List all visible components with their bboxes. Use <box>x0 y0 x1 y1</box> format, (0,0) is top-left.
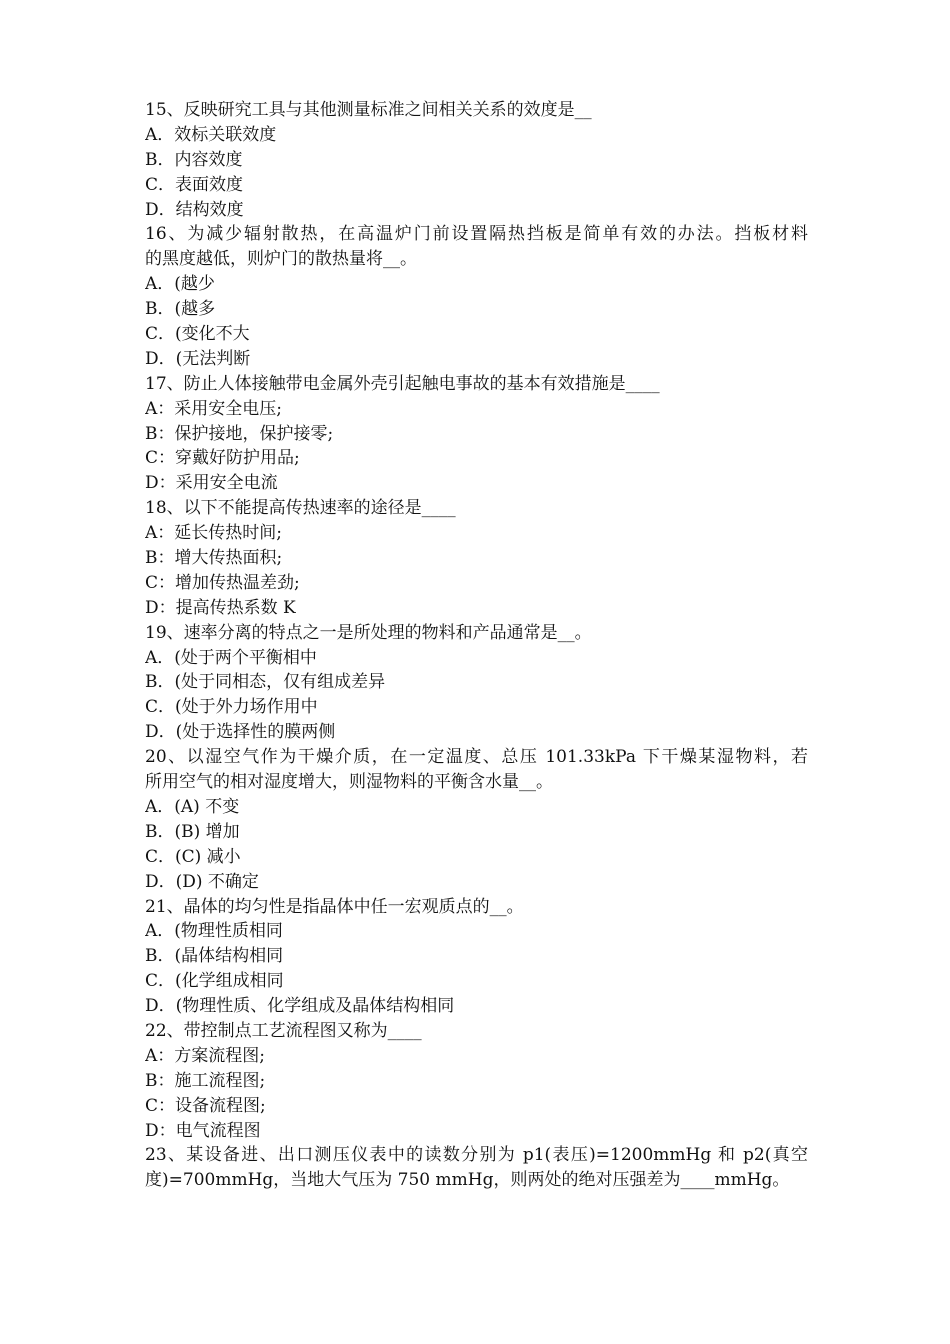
question-15-option-b: B．内容效度 <box>145 149 243 170</box>
question-17-stem: 17、防止人体接触带电金属外壳引起触电事故的基本有效措施是____ <box>145 373 660 394</box>
question-22-option-c: C：设备流程图; <box>145 1095 266 1116</box>
question-16-option-b: B．(越多 <box>145 299 216 320</box>
question-20-option-a: A．(A) 不变 <box>145 796 240 817</box>
question-20-stem-line-1: 20、以湿空气作为干燥介质，在一定温度、总压 101.33kPa 下干燥某湿物料，若 <box>145 747 808 768</box>
question-19-stem: 19、速率分离的特点之一是所处理的物料和产品通常是__。 <box>145 622 592 643</box>
question-20-stem-line-2: 所用空气的相对湿度增大，则湿物料的平衡含水量__。 <box>145 772 553 793</box>
question-18-option-b: B：增大传热面积; <box>145 548 283 569</box>
question-19-option-a: A．(处于两个平衡相中 <box>145 647 317 668</box>
question-19-option-c: C．(处于外力场作用中 <box>145 697 318 718</box>
question-16-option-a: A．(越少 <box>145 274 215 295</box>
question-17-option-b: B：保护接地，保护接零; <box>145 423 334 444</box>
question-15-option-d: D．结构效度 <box>145 199 244 220</box>
question-21-stem: 21、晶体的均匀性是指晶体中任一宏观质点的__。 <box>145 896 524 917</box>
question-21-option-b: B．(晶体结构相同 <box>145 946 284 967</box>
question-15-option-a: A．效标关联效度 <box>145 124 277 145</box>
question-19-option-b: B．(处于同相态，仅有组成差异 <box>145 672 386 693</box>
question-18-option-d: D：提高传热系数 K <box>145 597 296 618</box>
question-21-option-c: C．(化学组成相同 <box>145 971 284 992</box>
question-23-stem-line-1: 23、某设备进、出口测压仪表中的读数分别为 p1(表压)=1200mmHg 和 p2(真空 <box>145 1145 808 1166</box>
question-23-stem-line-2: 度)=700mmHg，当地大气压为 750 mmHg，则两处的绝对压强差为____mmHg。 <box>145 1170 790 1191</box>
question-16-stem-line-1: 16、为减少辐射散热，在高温炉门前设置隔热挡板是简单有效的办法。挡板材料 <box>145 224 808 245</box>
question-22-option-b: B：施工流程图; <box>145 1070 266 1091</box>
question-17-option-a: A：采用安全电压; <box>145 398 283 419</box>
question-18-option-c: C：增加传热温差劲; <box>145 572 300 593</box>
question-20-option-b: B．(B) 增加 <box>145 821 240 842</box>
question-15-stem: 15、反映研究工具与其他测量标准之间相关关系的效度是__ <box>145 100 592 120</box>
question-16-stem-line-2: 的黑度越低，则炉门的散热量将__。 <box>145 249 417 270</box>
question-22-stem: 22、带控制点工艺流程图又称为____ <box>145 1020 422 1041</box>
question-19-option-d: D．(处于选择性的膜两侧 <box>145 722 336 743</box>
question-16-option-d: D．(无法判断 <box>145 348 251 369</box>
question-16-option-c: C．(变化不大 <box>145 324 250 345</box>
document-page <box>145 98 808 1193</box>
question-21-option-a: A．(物理性质相同 <box>145 921 283 942</box>
question-17-option-d: D：采用安全电流 <box>145 473 278 494</box>
question-20-option-d: D．(D) 不确定 <box>145 871 259 892</box>
question-20-option-c: C．(C) 减小 <box>145 846 241 867</box>
question-15-option-c: C．表面效度 <box>145 174 244 195</box>
question-18-option-a: A：延长传热时间; <box>145 523 283 544</box>
question-21-option-d: D．(物理性质、化学组成及晶体结构相同 <box>145 996 455 1017</box>
question-22-option-d: D：电气流程图 <box>145 1120 261 1141</box>
question-17-option-c: C：穿戴好防护用品; <box>145 448 300 469</box>
question-18-stem: 18、以下不能提高传热速率的途径是____ <box>145 498 456 519</box>
question-22-option-a: A：方案流程图; <box>145 1045 266 1066</box>
